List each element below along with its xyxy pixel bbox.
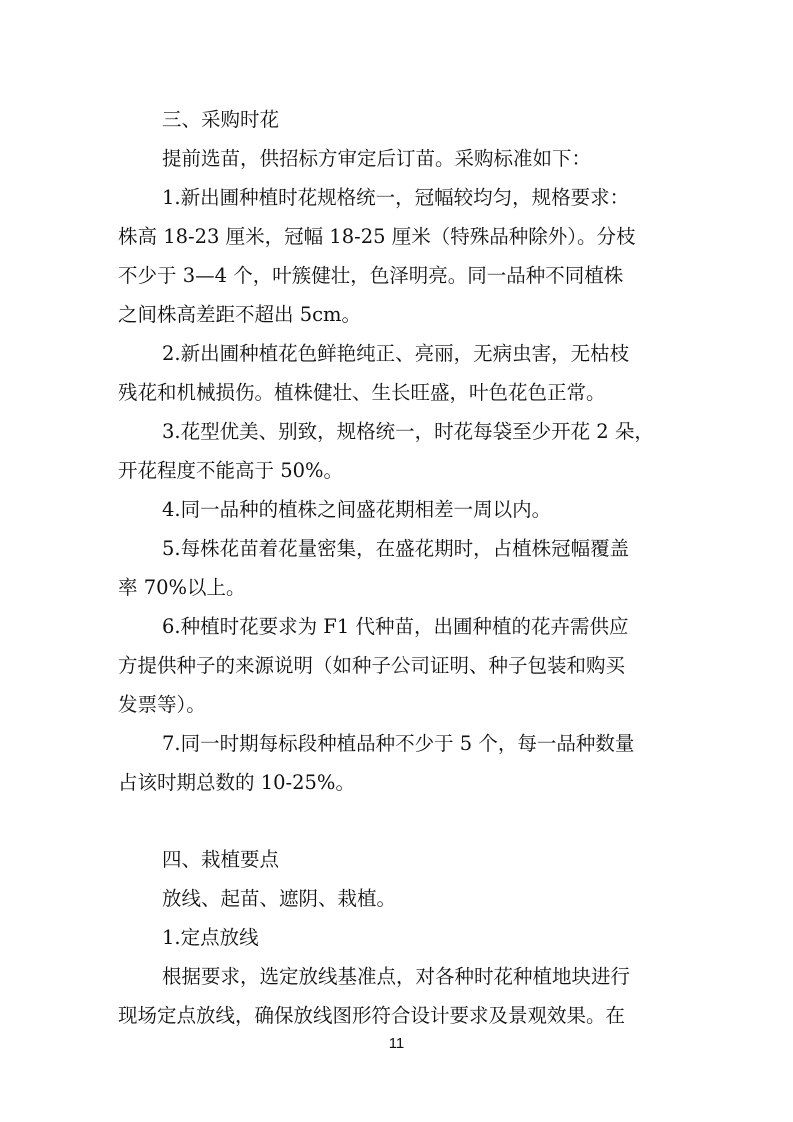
subsection-text-line-1: 根据要求，选定放线基准点，对各种时花种植地块进行 [162,965,631,988]
subsection-text-line-2: 现场定点放线，确保放线图形符合设计要求及景观效果。在 [118,1004,626,1027]
list-item-5-line-1: 5.每株花苗着花量密集，在盛花期时，占植株冠幅覆盖 [162,537,630,560]
list-item-4-line-1: 4.同一品种的植株之间盛花期相差一周以内。 [162,498,552,521]
list-item-1-line-2: 株高 18-23 厘米，冠幅 18-25 厘米（特殊品种除外）。分枝 [118,225,636,248]
list-item-3-line-1: 3.花型优美、别致，规格统一，时花每袋至少开花 2 朵， [162,420,654,443]
list-item-7-line-1: 7.同一时期每标段种植品种不少于 5 个，每一品种数量 [162,732,635,755]
section-intro: 放线、起苗、遮阴、栽植。 [162,887,397,910]
section-heading-planting: 四、栽植要点 [162,848,280,871]
subsection-title: 1.定点放线 [162,926,259,949]
section-intro: 提前选苗，供招标方审定后订苗。采购标准如下： [162,147,592,170]
list-item-3-line-2: 开花程度不能高于 50%。 [118,459,344,482]
list-item-7-line-2: 占该时期总数的 10-25%。 [118,771,355,794]
list-item-1-line-1: 1.新出圃种植时花规格统一，冠幅较均匀，规格要求： [162,186,630,209]
section-heading-procurement: 三、采购时花 [162,108,280,131]
list-item-6-line-2: 方提供种子的来源说明（如种子公司证明、种子包装和购买 [118,654,626,677]
list-item-6-line-3: 发票等）。 [118,693,206,716]
list-item-6-line-1: 6.种植时花要求为 F1 代种苗，出圃种植的花卉需供应 [162,615,629,638]
list-item-5-line-2: 率 70%以上。 [118,576,246,599]
list-item-2-line-1: 2.新出圃种植花色鲜艳纯正、亮丽，无病虫害，无枯枝 [162,342,630,365]
list-item-1-line-3: 不少于 3—4 个，叶簇健壮，色泽明亮。同一品种不同植株 [118,264,624,287]
list-item-2-line-2: 残花和机械损伤。植株健壮、生长旺盛，叶色花色正常。 [118,381,606,404]
page-number: 11 [388,1035,405,1052]
list-item-1-line-4: 之间株高差距不超出 5cm。 [118,303,362,326]
